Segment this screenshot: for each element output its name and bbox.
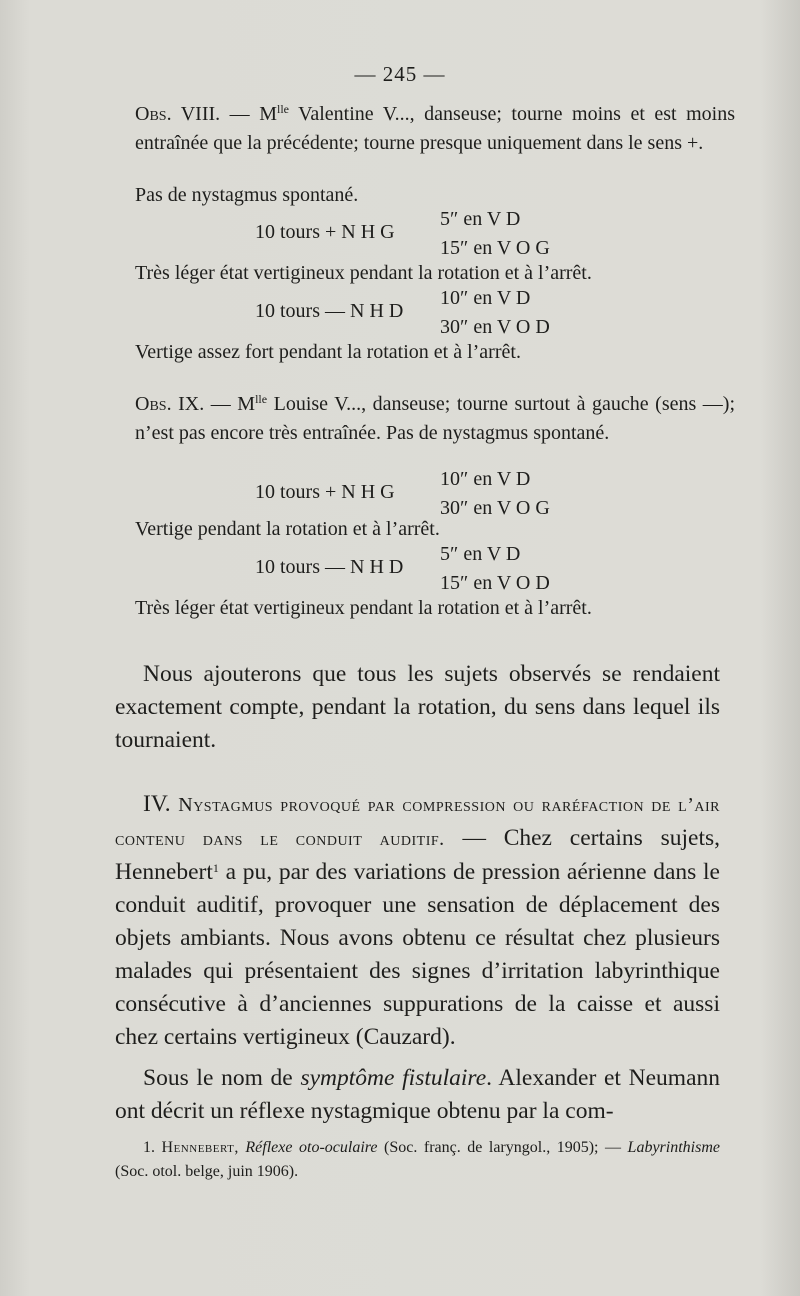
obs9-label: Obs. bbox=[135, 393, 172, 415]
footnote-title2: Labyrinthisme bbox=[627, 1139, 720, 1156]
obs8-m1-r2: 15″ en V O G bbox=[440, 237, 550, 259]
obs9-label-num: IX. bbox=[178, 393, 205, 415]
obs9-m2-left: 10 tours — N H D bbox=[255, 556, 404, 578]
obs8-m2-r2: 30″ en V O D bbox=[440, 316, 550, 338]
obs9-m1-r1: 10″ en V D bbox=[440, 468, 531, 490]
obs8-mlle: M bbox=[259, 103, 277, 125]
fistula-text-a: Sous le nom de bbox=[143, 1065, 301, 1091]
fistula-text-b: . Alexander et Neumann ont décrit un réflexe nystagmique obtenu par la com- bbox=[115, 1065, 721, 1124]
obs8-m2-left: 10 tours — N H D bbox=[255, 300, 404, 322]
obs8-result1: Très léger état vertigineux pendant la rotation et à l’arrêt. bbox=[135, 262, 592, 284]
obs9-intro bbox=[115, 390, 735, 448]
obs8-spontaneous: Pas de nystagmus spontané. bbox=[135, 184, 359, 206]
obs9-mlle: M bbox=[237, 393, 256, 415]
conclusion-paragraph: Nous ajouterons que tous les sujets observés se rendaient exactement compte, pendant la rotation, du sens dans lequel ils tournaient. bbox=[115, 661, 720, 753]
obs8-m2-right bbox=[440, 284, 550, 342]
page-number: — 245 — bbox=[354, 62, 446, 86]
obs8-text: Valentine V..., danseuse; tourne moins et est moins entraînée que la précédente; tourne presque uniquement dans le sens +. bbox=[135, 103, 736, 154]
obs9-result1: Vertige pendant la rotation et à l’arrêt. bbox=[135, 518, 440, 540]
footnote-author: Hennebert, bbox=[161, 1139, 239, 1156]
obs9-mlle-sup: lle bbox=[255, 392, 268, 406]
obs9-text: Louise V..., danseuse; tourne surtout à gauche (sens —); n’est pas encore très entraînée. Pas de nystagmus spontané. bbox=[135, 393, 736, 444]
fistula-italic: symptôme fistulaire bbox=[300, 1065, 487, 1091]
obs9-m2-right bbox=[440, 540, 550, 598]
footnote-src1: (Soc. franç. de laryngol., 1905); — bbox=[377, 1139, 628, 1156]
section-iv-text-a: — Chez certains sujets, Hennebert bbox=[115, 825, 721, 885]
obs8-label: Obs. bbox=[135, 103, 172, 125]
obs9-m2-r1: 5″ en V D bbox=[440, 543, 521, 565]
obs8-dash: — bbox=[220, 103, 260, 125]
obs8-m1-r1: 5″ en V D bbox=[440, 208, 521, 230]
obs8-intro bbox=[115, 100, 735, 158]
section-iv-heading: Nystagmus provoqué par compression ou raréfaction de l’air contenu dans le conduit auditif. bbox=[115, 794, 720, 850]
fistula-paragraph bbox=[115, 1062, 720, 1128]
obs8-mlle-sup: lle bbox=[276, 102, 289, 116]
footnote-src2: (Soc. otol. belge, juin 1906). bbox=[115, 1163, 299, 1180]
section-iv-text-b: a pu, par des variations de pression aérienne dans le conduit auditif, provoquer une sensation de déplacement des objets ambiants. Nous avons obtenu ce résultat chez plusieurs malades qui présentaient des signes d’irritation labyrinthique consécutive à d’anciennes suppurations de la caisse et aussi chez certains vertigineux (Cauzard). bbox=[115, 859, 720, 1050]
footnote-title1: Réflexe oto-oculaire bbox=[245, 1139, 378, 1156]
obs8-result2: Vertige assez fort pendant la rotation et à l’arrêt. bbox=[135, 341, 521, 363]
footnote bbox=[115, 1136, 720, 1184]
obs8-label-num: VIII. bbox=[180, 103, 221, 125]
obs8-m1-right bbox=[440, 205, 550, 263]
section-iv-paragraph bbox=[115, 788, 720, 1054]
section-iv-number: IV. bbox=[143, 791, 171, 817]
obs9-dash: — bbox=[204, 393, 238, 415]
obs8-m1-left: 10 tours + N H G bbox=[255, 221, 395, 243]
footnote-number: 1. bbox=[143, 1139, 155, 1156]
obs9-m1-r2: 30″ en V O G bbox=[440, 497, 550, 519]
obs9-result2: Très léger état vertigineux pendant la rotation et à l’arrêt. bbox=[135, 597, 592, 619]
obs9-m2-r2: 15″ en V O D bbox=[440, 572, 550, 594]
obs8-m2-r1: 10″ en V D bbox=[440, 287, 531, 309]
footnote-ref: 1 bbox=[212, 861, 219, 875]
obs9-m1-left: 10 tours + N H G bbox=[255, 481, 395, 503]
